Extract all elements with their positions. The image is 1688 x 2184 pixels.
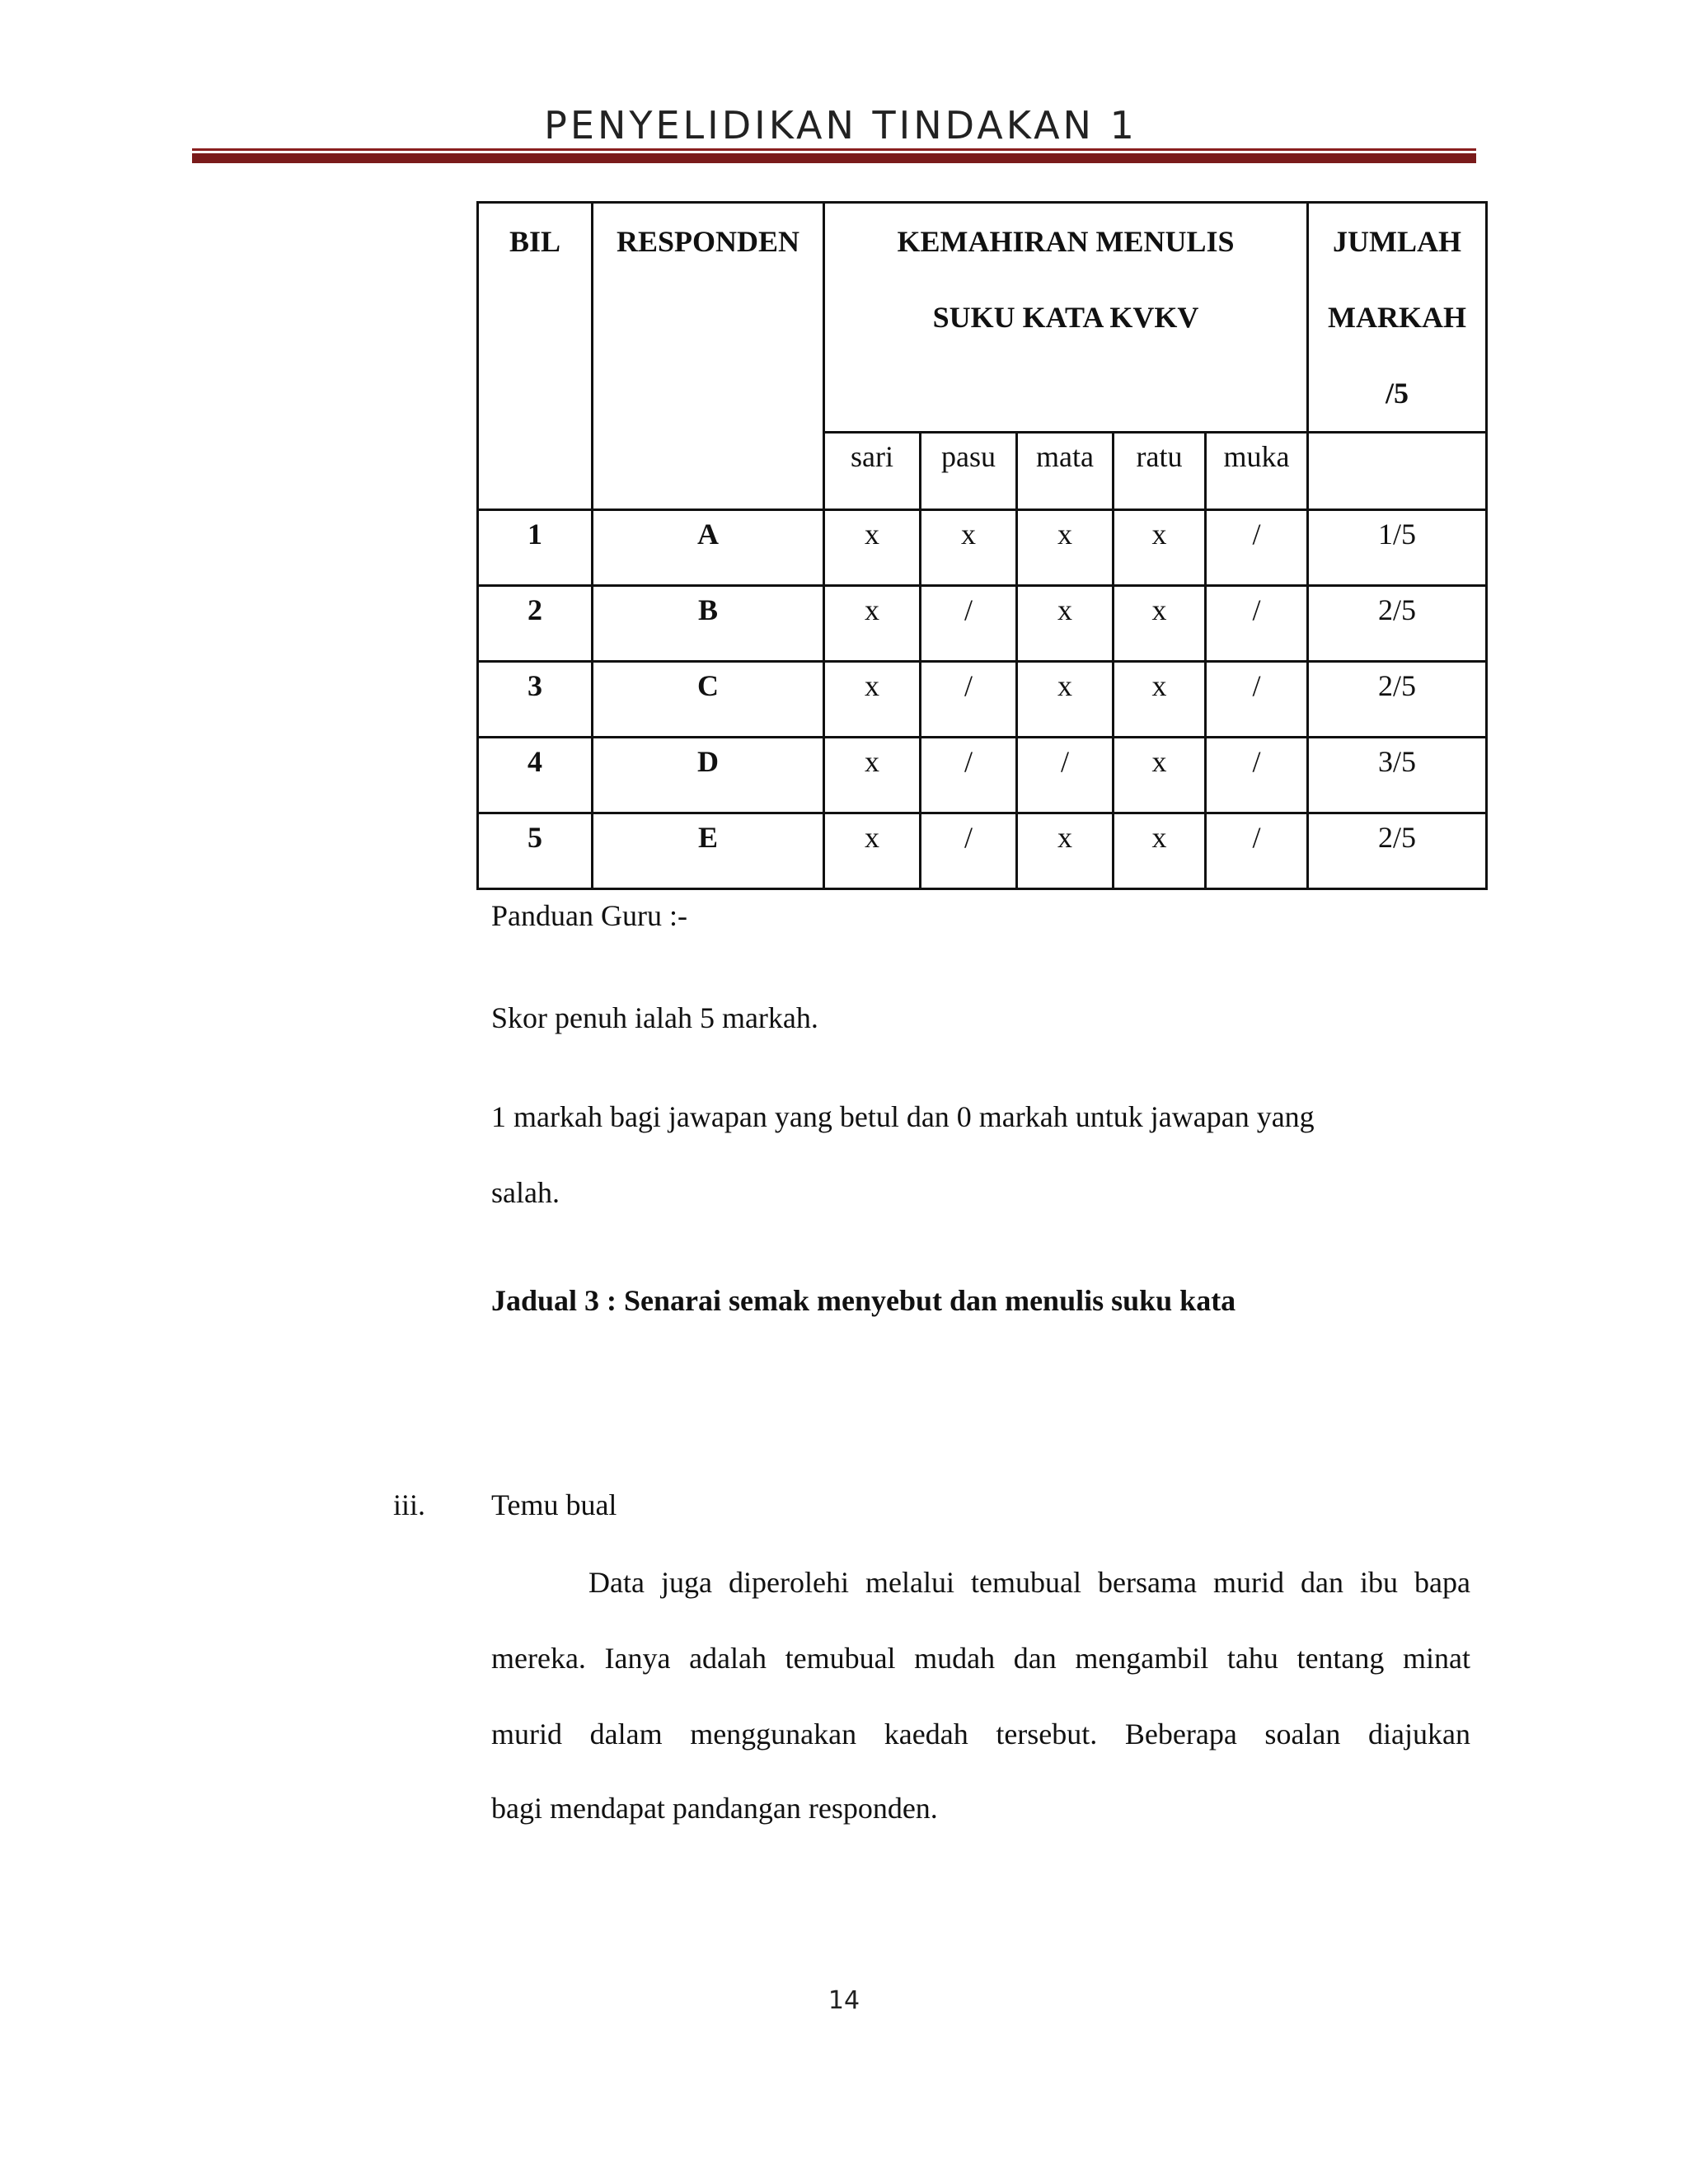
header-jumlah: JUMLAH MARKAH /5 (1308, 203, 1487, 433)
table-row (478, 813, 1487, 889)
cell-mark: x (921, 510, 1017, 586)
cell-bil: 5 (478, 813, 593, 889)
guide-line-full-score: Skor penuh ialah 5 markah. (491, 1001, 818, 1034)
cell-mark: / (921, 738, 1017, 813)
table-header-row (478, 203, 1487, 433)
cell-bil: 1 (478, 510, 593, 586)
cell-mark: x (1114, 738, 1206, 813)
table-row (478, 510, 1487, 586)
cell-bil: 4 (478, 738, 593, 813)
table-caption: Jadual 3 : Senarai semak menyebut dan menulis suku kata (491, 1284, 1236, 1317)
checklist-table (476, 201, 1488, 890)
cell-jumlah: 2/5 (1308, 586, 1487, 662)
subheader-sari: sari (824, 433, 921, 510)
paragraph-line-2: mereka. Ianya adalah temubual mudah dan mengambil tahu tentang minat (491, 1642, 1470, 1675)
cell-mark: x (1017, 662, 1114, 738)
cell-mark: / (1206, 662, 1308, 738)
guide-title: Panduan Guru :- (491, 899, 687, 932)
cell-mark: x (824, 738, 921, 813)
cell-mark: x (1114, 662, 1206, 738)
cell-responden: C (593, 662, 824, 738)
cell-mark: / (1206, 586, 1308, 662)
cell-jumlah: 1/5 (1308, 510, 1487, 586)
table-row (478, 586, 1487, 662)
cell-mark: x (1017, 586, 1114, 662)
cell-mark: / (921, 586, 1017, 662)
guide-line-marking-2: salah. (491, 1176, 560, 1209)
cell-mark: / (1206, 738, 1308, 813)
cell-mark: x (824, 813, 921, 889)
paragraph-line-3: murid dalam menggunakan kaedah tersebut. Beberapa soalan diajukan (491, 1718, 1470, 1750)
cell-mark: / (1206, 813, 1308, 889)
cell-mark: x (1017, 510, 1114, 586)
header-responden: RESPONDEN (593, 203, 824, 510)
cell-responden: D (593, 738, 824, 813)
cell-mark: / (1017, 738, 1114, 813)
cell-mark: / (921, 662, 1017, 738)
section-heading: Temu bual (491, 1488, 617, 1521)
page-number: 14 (828, 1986, 860, 2015)
cell-mark: x (1114, 813, 1206, 889)
cell-mark: x (1114, 586, 1206, 662)
cell-mark: / (921, 813, 1017, 889)
cell-mark: x (824, 662, 921, 738)
subheader-muka: muka (1206, 433, 1308, 510)
section-number: iii. (393, 1488, 426, 1521)
subheader-pasu: pasu (921, 433, 1017, 510)
cell-mark: x (824, 586, 921, 662)
guide-line-marking-1: 1 markah bagi jawapan yang betul dan 0 markah untuk jawapan yang (491, 1100, 1315, 1133)
header-bil: BIL (478, 203, 593, 510)
cell-responden: B (593, 586, 824, 662)
cell-mark: x (1114, 510, 1206, 586)
cell-jumlah: 3/5 (1308, 738, 1487, 813)
table-row (478, 662, 1487, 738)
subheader-mata: mata (1017, 433, 1114, 510)
cell-jumlah: 2/5 (1308, 813, 1487, 889)
cell-responden: A (593, 510, 824, 586)
header-kemahiran: KEMAHIRAN MENULIS SUKU KATA KVKV (824, 203, 1308, 433)
cell-responden: E (593, 813, 824, 889)
subheader-ratu: ratu (1114, 433, 1206, 510)
table-row (478, 738, 1487, 813)
paragraph-line-1: Data juga diperolehi melalui temubual bersama murid dan ibu bapa (588, 1566, 1470, 1599)
cell-mark: / (1206, 510, 1308, 586)
cell-mark: x (1017, 813, 1114, 889)
header-rule-thin (192, 148, 1476, 151)
cell-bil: 2 (478, 586, 593, 662)
subheader-empty (1308, 433, 1487, 510)
header-rule-thick (192, 153, 1476, 163)
cell-mark: x (824, 510, 921, 586)
cell-bil: 3 (478, 662, 593, 738)
paragraph-line-4: bagi mendapat pandangan responden. (491, 1792, 938, 1825)
running-header-title: PENYELIDIKAN TINDAKAN 1 (544, 103, 1137, 148)
cell-jumlah: 2/5 (1308, 662, 1487, 738)
